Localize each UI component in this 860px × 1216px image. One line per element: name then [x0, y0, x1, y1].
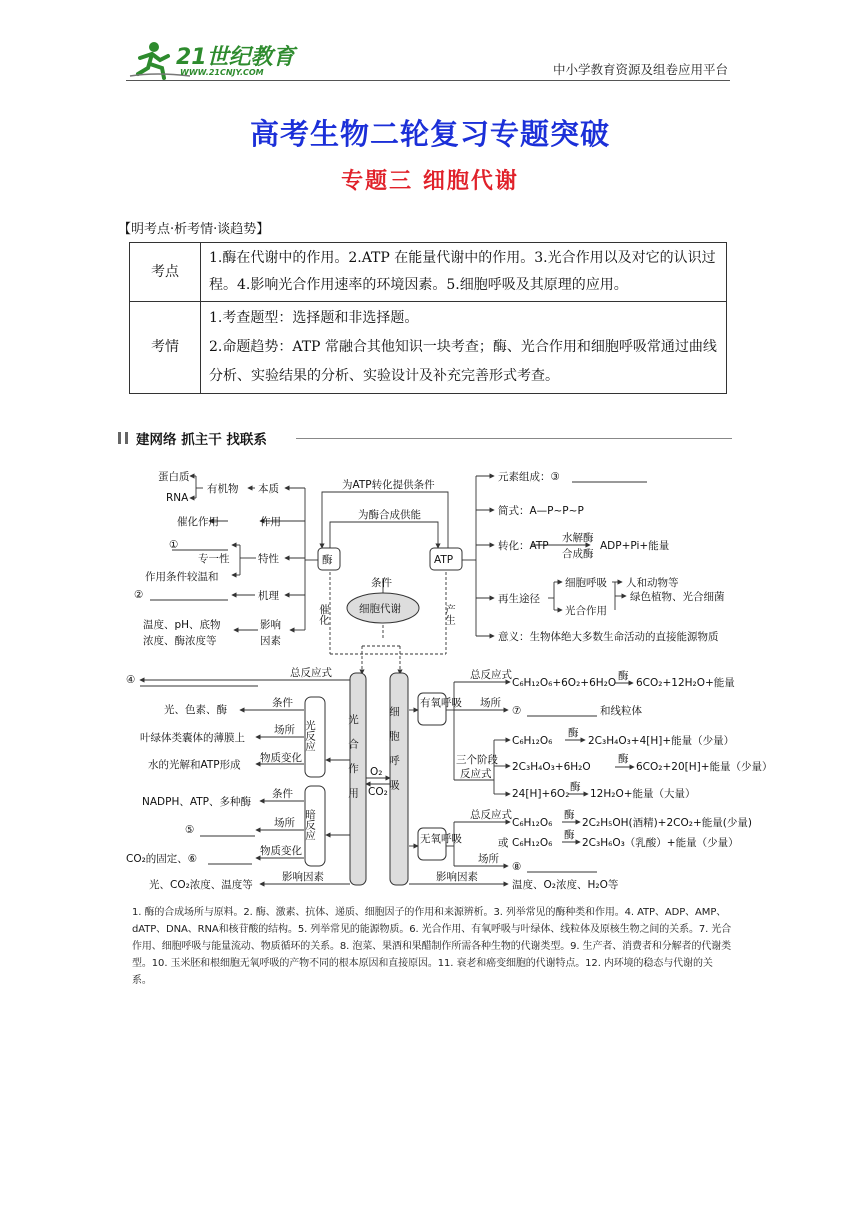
text-resp-column: 细胞呼吸 [388, 706, 400, 804]
text-rna: RNA [166, 492, 189, 504]
text-or: 或 [498, 837, 509, 849]
text-convert: 转化：ATP [498, 540, 549, 552]
text-plants: 绿色植物、光合细菌 [630, 591, 725, 603]
platform-name: 中小学教育资源及组卷应用平台 [552, 62, 728, 77]
text-an1-out: 2C₂H₅OH(酒精)+2CO₂+能量(少量) [582, 817, 752, 829]
text-anaerobic: 无氧呼吸 [420, 833, 462, 845]
row-line: 2.命题趋势：ATP 常融合其他知识一块考查；酶、光合作用和细胞呼吸常通过曲线分析、实验结果的分析、实验设计及补充完善形式考查。 [209, 339, 717, 384]
text-o2: O₂ [370, 766, 383, 778]
text-factors1: 温度、pH、底物 [143, 619, 221, 631]
text-s3-out: 12H₂O+能量（大量） [590, 788, 696, 800]
section-rule [296, 438, 732, 439]
text-s3-in: 24[H]+6O₂ [512, 788, 570, 800]
section-label: 【明考点·析考情·谈趋势】 [118, 222, 270, 237]
text-s1-in: C₆H₁₂O₆ [512, 735, 553, 747]
text-co2: CO₂ [368, 786, 388, 798]
text-blank4: ④ [126, 674, 136, 686]
page-title: 高考生物二轮复习专题突破 [249, 117, 610, 151]
text-dark-rx: 暗反应 [304, 809, 316, 841]
text-change: 物质变化 [260, 752, 302, 764]
logo-url: WWW.21CNJY.COM [180, 68, 264, 77]
text-factors2: 浓度、酶浓度等 [143, 635, 217, 647]
text-action: 作用 [260, 516, 281, 528]
text-blank8: ⑧ [512, 861, 522, 873]
text-condition: 条件 [371, 577, 392, 589]
text-animals: 人和动物等 [626, 577, 679, 589]
text-resp: 细胞呼吸 [565, 577, 607, 589]
text-atp-cond: 为ATP转化提供条件 [342, 479, 435, 491]
text-blank5: ⑤ [185, 824, 195, 836]
row-head: 考情 [130, 302, 201, 394]
text-mito: 和线粒体 [600, 705, 642, 717]
text-blank2: ② [134, 589, 144, 601]
text-place2: 场所 [274, 817, 295, 829]
text-photo-total: 总反应式 [290, 667, 332, 679]
text-cond: 条件 [272, 697, 293, 709]
text-resp-factors: 温度、O₂浓度、H₂O等 [512, 879, 619, 891]
text-blank7: ⑦ [512, 705, 522, 717]
text-stages2: 反应式 [460, 768, 492, 780]
text-enzyme: 酶 [322, 554, 333, 566]
text-feature: 特性 [258, 553, 279, 565]
text-products: ADP+Pi+能量 [600, 540, 670, 552]
text-produce: 产生 [444, 604, 456, 625]
text-stages1: 三个阶段 [456, 754, 498, 766]
text-meaning: 意义：生物体绝大多数生命活动的直接能源物质 [498, 631, 719, 643]
text-enzyme-energy: 为酶合成供能 [358, 509, 421, 521]
table-row [130, 302, 727, 394]
logo-text: 21世纪教育 [176, 45, 295, 70]
network-title: 建网络 抓主干 找联系 [136, 432, 267, 448]
concept-diagram [0, 455, 860, 895]
text-mechanism: 机理 [258, 590, 279, 602]
text-co2fix: CO₂的固定、⑥ [126, 853, 198, 865]
text-essence: 本质 [258, 483, 279, 495]
text-water: 水的光解和ATP形成 [148, 759, 241, 771]
text-photo-column: 光合作用 [347, 714, 359, 812]
row-line: 1.考查题型：选择题和非选择题。 [209, 310, 419, 326]
header-divider [126, 80, 730, 81]
text-photo-factors: 光、CO₂浓度、温度等 [149, 879, 253, 891]
text-protein: 蛋白质 [158, 471, 190, 483]
text-synthase: 合成酶 [562, 548, 594, 560]
text-s1-out: 2C₃H₄O₃+4[H]+能量（少量） [588, 735, 735, 747]
text-resp-total: 总反应式 [470, 669, 512, 681]
row-body [201, 302, 727, 394]
text-photo: 光合作用 [565, 605, 607, 617]
text-enzyme-label: 酶 [618, 753, 629, 765]
text-aero-out: 6CO₂+12H₂O+能量 [636, 677, 735, 689]
text-enzyme-label: 酶 [618, 670, 629, 682]
text-metabolism: 细胞代谢 [359, 603, 401, 615]
text-organic: 有机物 [207, 483, 239, 495]
text-an1-in: C₆H₁₂O₆ [512, 817, 553, 829]
text-place: 场所 [274, 724, 295, 736]
text-catalysis: 催化作用 [177, 516, 219, 528]
text-enzyme-label: 酶 [564, 809, 575, 821]
text-s2-out: 6CO₂+20[H]+能量（少量） [636, 761, 773, 773]
text-specific: 专一性 [198, 553, 230, 565]
text-change2: 物质变化 [260, 845, 302, 857]
text-cond2: 条件 [272, 788, 293, 800]
text-photo-influence: 影响因素 [282, 871, 324, 883]
text-s2-in: 2C₃H₄O₃+6H₂O [512, 761, 591, 773]
exam-info-table [129, 242, 727, 394]
row-body: 1.酶在代谢中的作用。2.ATP 在能量代谢中的作用。3.光合作用以及对它的认识过程。4.影响光合作用速率的环境因素。5.细胞呼吸及其原理的应用。 [201, 243, 727, 302]
text-mild: 作用条件较温和 [145, 571, 219, 583]
text-light-cond: 光、色素、酶 [164, 704, 227, 716]
page-subtitle: 专题三 细胞代谢 [341, 169, 519, 194]
text-resp-influence: 影响因素 [436, 871, 478, 883]
text-nadph: NADPH、ATP、多种酶 [142, 796, 251, 808]
text-influence2: 因素 [260, 635, 281, 647]
text-hydrolase: 水解酶 [562, 532, 594, 544]
text-an2-out: 2C₃H₆O₃（乳酸）+能量（少量） [582, 837, 739, 849]
text-aero-eq: C₆H₁₂O₆+6O₂+6H₂O [512, 677, 617, 689]
text-an-total: 总反应式 [470, 809, 512, 821]
text-enzyme-label: 酶 [564, 829, 575, 841]
study-notes: 1. 酶的合成场所与原料。2. 酶、激素、抗体、递质、细胞因子的作用和来源辨析。3. 列举常见的酶种类和作用。4. ATP、ADP、AMP、dATP、DNA、RNA和核苷酸的结构。5. 列举常见的能源物质。6. 光合作用、有氧呼吸与叶绿体、线粒体及原核生物之间的关系。7. 光合作用、细胞呼吸与能量流动、物质循环的关系。8. 泡菜、果酒和果醋制作所需各种生物的代谢类型。9. 生产者、消费者和分解者的代谢类型。10. 玉米胚和根细胞无氧呼吸的产物不同的根本原因和直接原因。11. 衰老和癌变细胞的代谢特点。12. 内环境的稳态与代谢的关系。 [132, 907, 732, 986]
text-regen: 再生途径 [498, 593, 540, 605]
text-light-rx: 光反应 [304, 720, 316, 752]
table-row [130, 243, 727, 302]
text-enzyme-label: 酶 [570, 781, 581, 793]
text-enzyme-label: 酶 [568, 727, 579, 739]
text-aerobic: 有氧呼吸 [420, 697, 462, 709]
text-an2-in: C₆H₁₂O₆ [512, 837, 553, 849]
text-membrane: 叶绿体类囊体的薄膜上 [140, 732, 245, 744]
text-atp: ATP [434, 554, 454, 566]
row-head: 考点 [130, 243, 201, 302]
text-an-place: 场所 [478, 853, 499, 865]
text-resp-place: 场所 [480, 697, 501, 709]
text-element: 元素组成：③ [498, 471, 560, 483]
logo [126, 38, 296, 84]
text-influence1: 影响 [260, 619, 281, 631]
text-formula: 简式：A—P~P~P [498, 505, 584, 517]
section-marker-icon [118, 432, 128, 444]
text-catalyze: 催化 [318, 604, 330, 625]
text-blank1: ① [169, 539, 179, 551]
